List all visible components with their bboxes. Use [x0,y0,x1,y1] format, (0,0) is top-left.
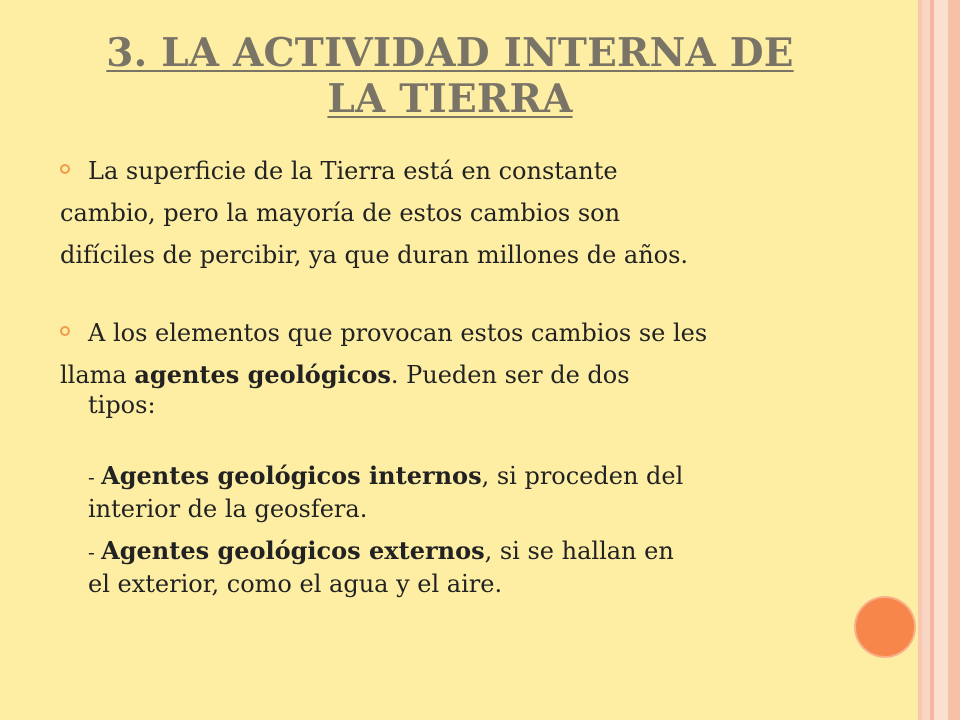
list-item [88,535,860,600]
agent-types-list [60,460,860,600]
text-segment: llama [60,361,135,389]
bullet-paragraph-1 [60,150,860,276]
orange-circle-decoration [856,598,914,656]
bold-term: agentes geológicos [134,360,391,389]
paragraph-line: cambio, pero la mayoría de estos cambios son [60,199,621,227]
slide-title [60,30,840,122]
list-item-line [88,460,860,493]
decorative-stripe [934,0,948,720]
text-segment: , si se hallan en [484,537,674,565]
circle-outline-bullet-icon [60,164,70,174]
bold-term: Agentes geológicos externos [101,536,485,565]
bold-term: Agentes geológicos internos [101,461,482,490]
list-item-line [88,535,860,568]
paragraph-line: tipos: [88,391,156,419]
list-item-line: el exterior, como el agua y el aire. [88,570,503,598]
slide-title-line-1: 3. LA ACTIVIDAD INTERNA DE [106,30,794,76]
bullet-paragraph-2 [60,312,860,600]
decorative-stripe [948,0,960,720]
slide-title-line-2: LA TIERRA [327,76,573,122]
text-segment: . Pueden ser de dos [390,361,630,389]
slide-body [60,150,860,610]
paragraph-line: A los elementos que provocan estos cambios se les [88,319,708,347]
dash-marker: - [88,465,102,489]
paragraph-line: difíciles de percibir, ya que duran millones de años. [60,241,689,269]
circle-outline-bullet-icon [60,326,70,336]
decorative-stripe [922,0,930,720]
list-item [88,460,860,525]
list-item-line: interior de la geosfera. [88,495,368,523]
dash-marker: - [88,540,102,564]
paragraph-line: La superficie de la Tierra está en constante [88,157,618,185]
text-segment: , si proceden del [481,462,684,490]
